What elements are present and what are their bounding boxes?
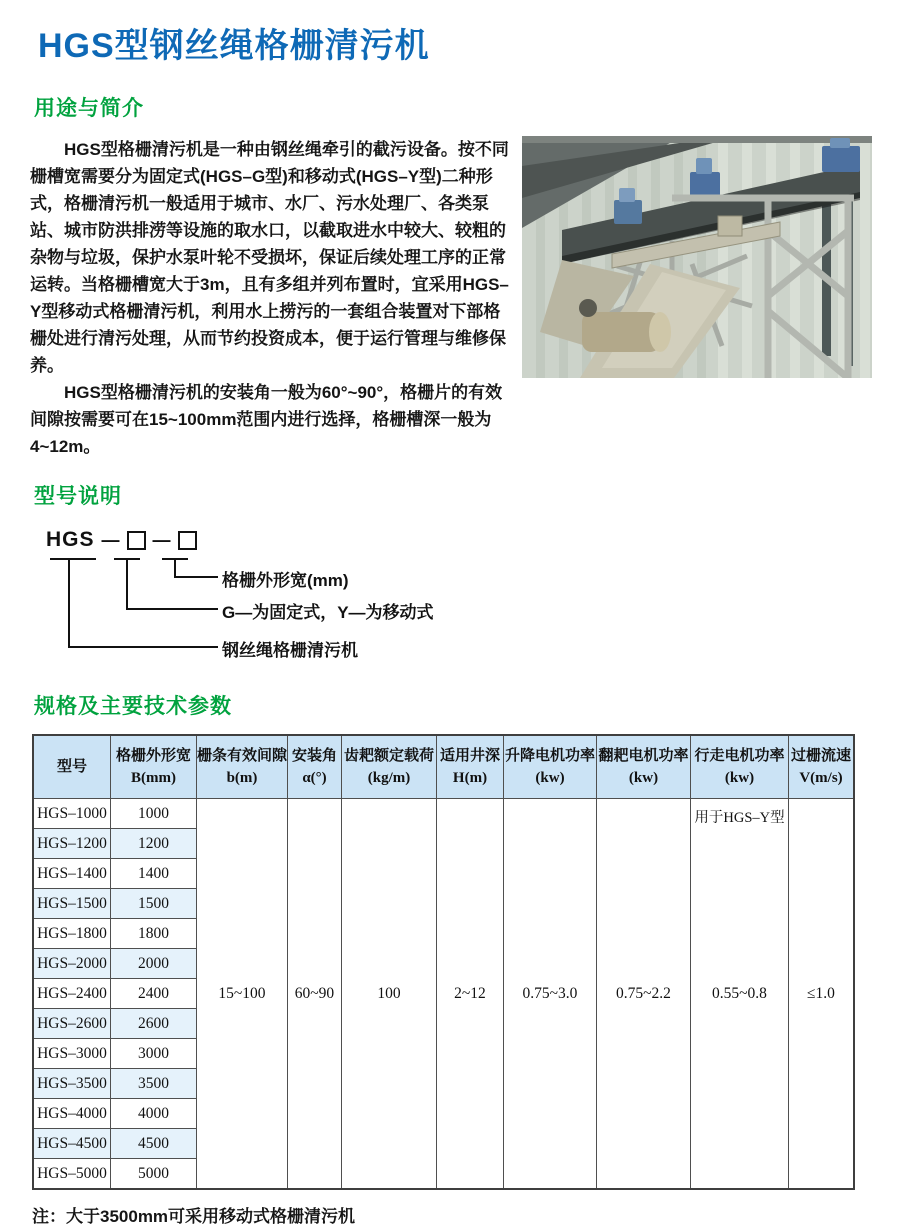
width-cell: 2000 — [111, 949, 197, 979]
model-cell: HGS–1500 — [33, 889, 111, 919]
width-cell: 1500 — [111, 889, 197, 919]
page-title: HGS型钢丝绳格栅清污机 — [38, 27, 430, 65]
model-cell: HGS–3000 — [33, 1039, 111, 1069]
model-cell: HGS–1400 — [33, 859, 111, 889]
equipment-photo — [522, 136, 872, 378]
width-cell: 1000 — [111, 799, 197, 829]
diagram-label-width: 格栅外形宽(mm) — [222, 571, 349, 591]
width-cell: 4000 — [111, 1099, 197, 1129]
width-cell: 5000 — [111, 1159, 197, 1190]
column-header: 格栅外形宽 B(mm) — [111, 735, 197, 799]
model-cell: HGS–1200 — [33, 829, 111, 859]
diagram-connector — [68, 558, 218, 648]
column-header: 栅条有效间隙 b(m) — [197, 735, 288, 799]
width-cell: 4500 — [111, 1129, 197, 1159]
model-code-separator: — — [101, 529, 120, 550]
column-header: 行走电机功率 (kw) — [691, 735, 789, 799]
column-header: 型号 — [33, 735, 111, 799]
merged-cell-travel_power — [691, 799, 789, 1190]
equipment-photo-illustration — [522, 136, 872, 378]
table-row — [33, 799, 854, 829]
width-cell: 3000 — [111, 1039, 197, 1069]
merged-cell-lift_power: 0.75~3.0 — [504, 799, 597, 1190]
model-code-box-1 — [127, 531, 146, 550]
merged-cell-depth: 2~12 — [437, 799, 504, 1190]
column-header: 过栅流速 V(m/s) — [789, 735, 855, 799]
width-cell: 2400 — [111, 979, 197, 1009]
width-cell: 1200 — [111, 829, 197, 859]
column-header: 升降电机功率 (kw) — [504, 735, 597, 799]
intro-paragraph-1: HGS型格栅清污机是一种由钢丝绳牵引的截污设备。按不同栅槽宽需要分为固定式(HGS–G型)和移动式(HGS–Y型)二种形式，格栅清污机一般适用于城市、水厂、污水处理厂、各类泵站、城市防洪排涝等设施的取水口，以截取进水中较大、较粗的杂物与垃圾，保护水泵叶轮不受损坏，保证后续处理工序的正常运转。当格栅槽宽大于3m，且有多组并列布置时，宜采用HGS–Y型移动式格栅清污机，利用水上捞污的一套组合装置对下部格栅处进行清污处理，从而节约投资成本，便于运行管理与维修保养。 — [30, 140, 509, 376]
model-cell: HGS–4500 — [33, 1129, 111, 1159]
column-header: 安装角 α(°) — [288, 735, 342, 799]
merged-cell-gap: 15~100 — [197, 799, 288, 1190]
travel-power-value: 0.55~0.8 — [712, 984, 767, 1002]
merged-cell-load: 100 — [342, 799, 437, 1190]
section-heading-intro: 用途与简介 — [34, 97, 144, 121]
intro-text — [30, 136, 516, 460]
model-cell: HGS–4000 — [33, 1099, 111, 1129]
model-cell: HGS–1000 — [33, 799, 111, 829]
model-designation-diagram — [46, 528, 872, 664]
merged-cell-rake_power: 0.75~2.2 — [597, 799, 691, 1190]
width-cell: 1800 — [111, 919, 197, 949]
spec-table-head — [33, 735, 854, 799]
width-cell: 1400 — [111, 859, 197, 889]
section-heading-model: 型号说明 — [34, 485, 122, 509]
intro-paragraph-2: HGS型格栅清污机的安装角一般为60°~90°，格栅片的有效间隙按需要可在15~100mm范围内进行选择，格栅槽深一般为4~12m。 — [30, 383, 503, 457]
diagram-label-machine: 钢丝绳格栅清污机 — [222, 641, 358, 661]
model-code-prefix: HGS — [46, 528, 95, 552]
model-cell: HGS–2400 — [33, 979, 111, 1009]
model-cell: HGS–5000 — [33, 1159, 111, 1190]
width-cell: 3500 — [111, 1069, 197, 1099]
column-header: 适用井深 H(m) — [437, 735, 504, 799]
merged-cell-angle: 60~90 — [288, 799, 342, 1190]
model-code-box-2 — [178, 531, 197, 550]
model-cell: HGS–1800 — [33, 919, 111, 949]
spec-table — [32, 734, 855, 1190]
column-header: 齿耙额定载荷 (kg/m) — [342, 735, 437, 799]
model-cell: HGS–3500 — [33, 1069, 111, 1099]
column-header: 翻耙电机功率 (kw) — [597, 735, 691, 799]
diagram-label-type: G—为固定式，Y—为移动式 — [222, 603, 434, 623]
section-heading-specs: 规格及主要技术参数 — [34, 695, 232, 719]
intro-section — [30, 136, 872, 460]
merged-cell-velocity: ≤1.0 — [789, 799, 855, 1190]
header-row — [33, 735, 854, 799]
model-cell: HGS–2000 — [33, 949, 111, 979]
model-cell: HGS–2600 — [33, 1009, 111, 1039]
spec-table-body — [33, 799, 854, 1190]
model-code-separator: — — [152, 529, 171, 550]
width-cell: 2600 — [111, 1009, 197, 1039]
model-code — [46, 528, 197, 552]
footnote: 注：大于3500mm可采用移动式格栅清污机 — [32, 1207, 356, 1227]
travel-power-note: 用于HGS–Y型 — [694, 810, 785, 827]
